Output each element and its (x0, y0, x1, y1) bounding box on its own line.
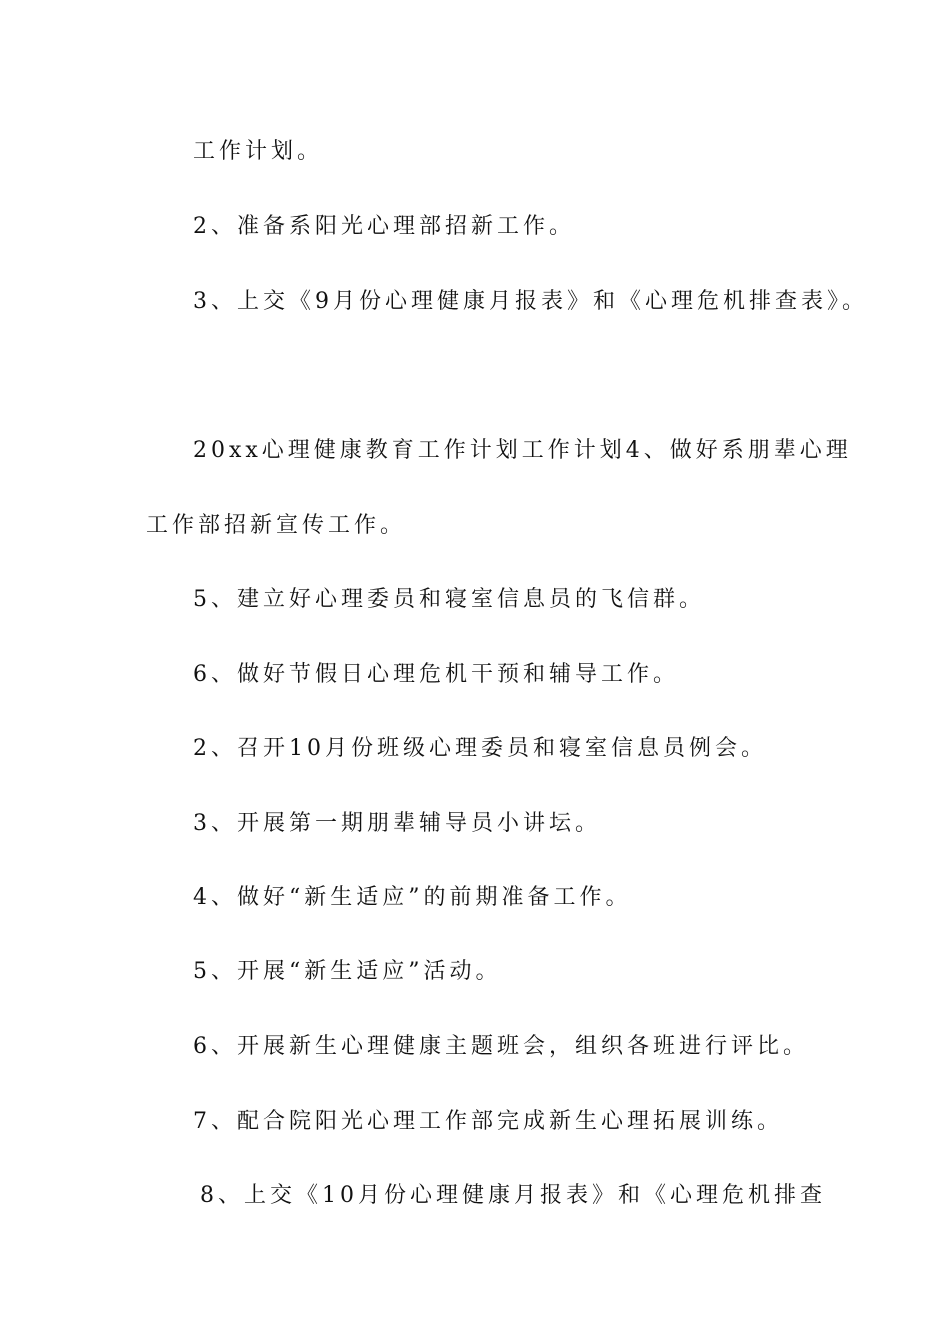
text-line: 4、做好“新生适应”的前期准备工作。 (193, 885, 632, 910)
text-line: 5、建立好心理委员和寝室信息员的飞信群。 (193, 587, 705, 612)
text-line: 20xx心理健康教育工作计划工作计划4、做好系朋辈心理 (193, 438, 852, 463)
text-line: 2、准备系阳光心理部招新工作。 (193, 214, 575, 239)
text-line: 6、开展新生心理健康主题班会，组织各班进行评比。 (193, 1034, 809, 1059)
text-line: 工作计划。 (193, 139, 324, 164)
text-line: 3、开展第一期朋辈辅导员小讲坛。 (193, 811, 601, 836)
text-line: 工作部招新宣传工作。 (146, 513, 407, 538)
text-line: 7、配合院阳光心理工作部完成新生心理拓展训练。 (193, 1109, 783, 1134)
text-line: 6、做好节假日心理危机干预和辅导工作。 (193, 662, 679, 687)
text-line: 3、上交《9月份心理健康月报表》和《心理危机排查表》。 (193, 289, 868, 314)
text-line: 5、开展“新生适应”活动。 (193, 959, 502, 984)
text-line: 8、上交《10月份心理健康月报表》和《心理危机排查 (200, 1183, 826, 1208)
text-line: 2、召开10月份班级心理委员和寝室信息员例会。 (193, 736, 767, 761)
